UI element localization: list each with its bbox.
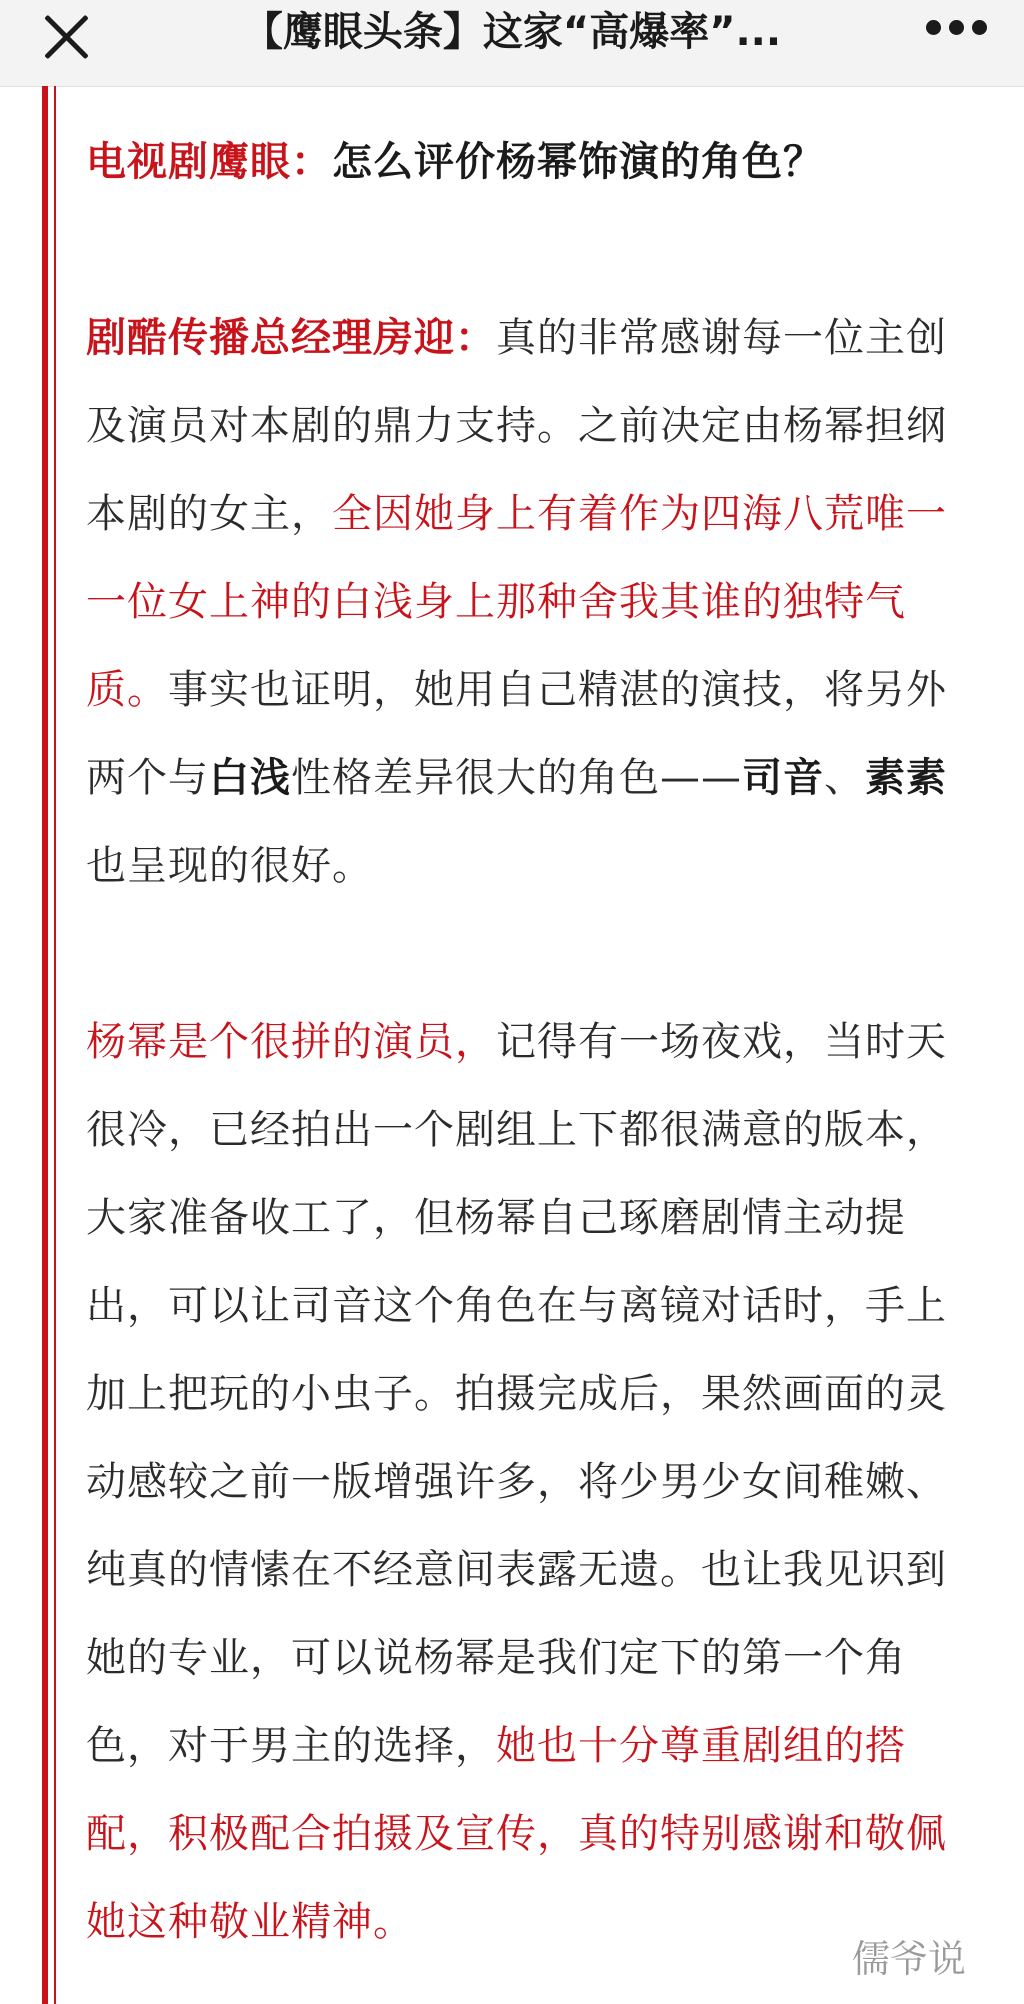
answer-bold: 白浅	[209, 755, 291, 801]
answer-speaker: 剧酷传播总经理房迎：	[86, 315, 496, 361]
watermark: 儒爷说	[852, 1937, 967, 1981]
anecdote-paragraph	[86, 998, 966, 1966]
anecdote-highlight: 杨幂是个很拼的演员，	[86, 1019, 496, 1065]
answer-text: 性格差异很大的角色——	[291, 755, 742, 801]
answer-bold: 司音	[742, 755, 824, 801]
answer-text: 也呈现的很好。	[86, 843, 373, 889]
dot	[926, 20, 941, 35]
window-title: 【鹰眼头条】这家“高爆率”...	[242, 9, 782, 55]
quote-rule-inner	[54, 86, 56, 2004]
answer-highlight: 全因她身上有着作为四海八荒唯一一位女上神的白浅身上那种舍我其谁的独特气质。	[86, 491, 947, 713]
anecdote-highlight: 她也十分尊重剧组的搭配，积极配合拍摄及宣传，真的特别感谢和敬佩她这种敬业精神。	[86, 1723, 947, 1945]
close-icon[interactable]	[38, 8, 94, 64]
article-body	[86, 118, 966, 1966]
more-dots-icon[interactable]	[926, 20, 988, 40]
answer-bold: 素素	[865, 755, 947, 801]
answer-text: 真的非常感谢每一位主创及演员对本剧的鼎力支持。之前决定由杨幂担纲本剧的女主，	[86, 315, 947, 537]
quote-rule-outer	[42, 86, 48, 2004]
anecdote-text: 记得有一场夜戏，当时天很冷，已经拍出一个剧组上下都很满意的版本，大家准备收工了，但杨幂自己琢磨剧情主动提出，可以让司音这个角色在与离镜对话时，手上加上把玩的小虫子。拍摄完成后，果然画面的灵动感较之前一版增强许多，将少男少女间稚嫩、纯真的情愫在不经意间表露无遗。也让我见识到她的专业，可以说杨幂是我们定下的第一个角色，对于男主的选择，	[86, 1019, 947, 1769]
question-text: 怎么评价杨幂饰演的角色？	[332, 139, 824, 185]
top-bar	[0, 0, 1024, 87]
dot	[972, 20, 987, 35]
dot	[949, 20, 964, 35]
answer-text: 、	[824, 755, 865, 801]
question-paragraph	[86, 118, 966, 206]
question-speaker: 电视剧鹰眼：	[86, 139, 332, 185]
answer-text: 事实也证明，她用自己精湛的演技，将另外两个与	[86, 667, 947, 801]
answer-paragraph	[86, 294, 966, 910]
